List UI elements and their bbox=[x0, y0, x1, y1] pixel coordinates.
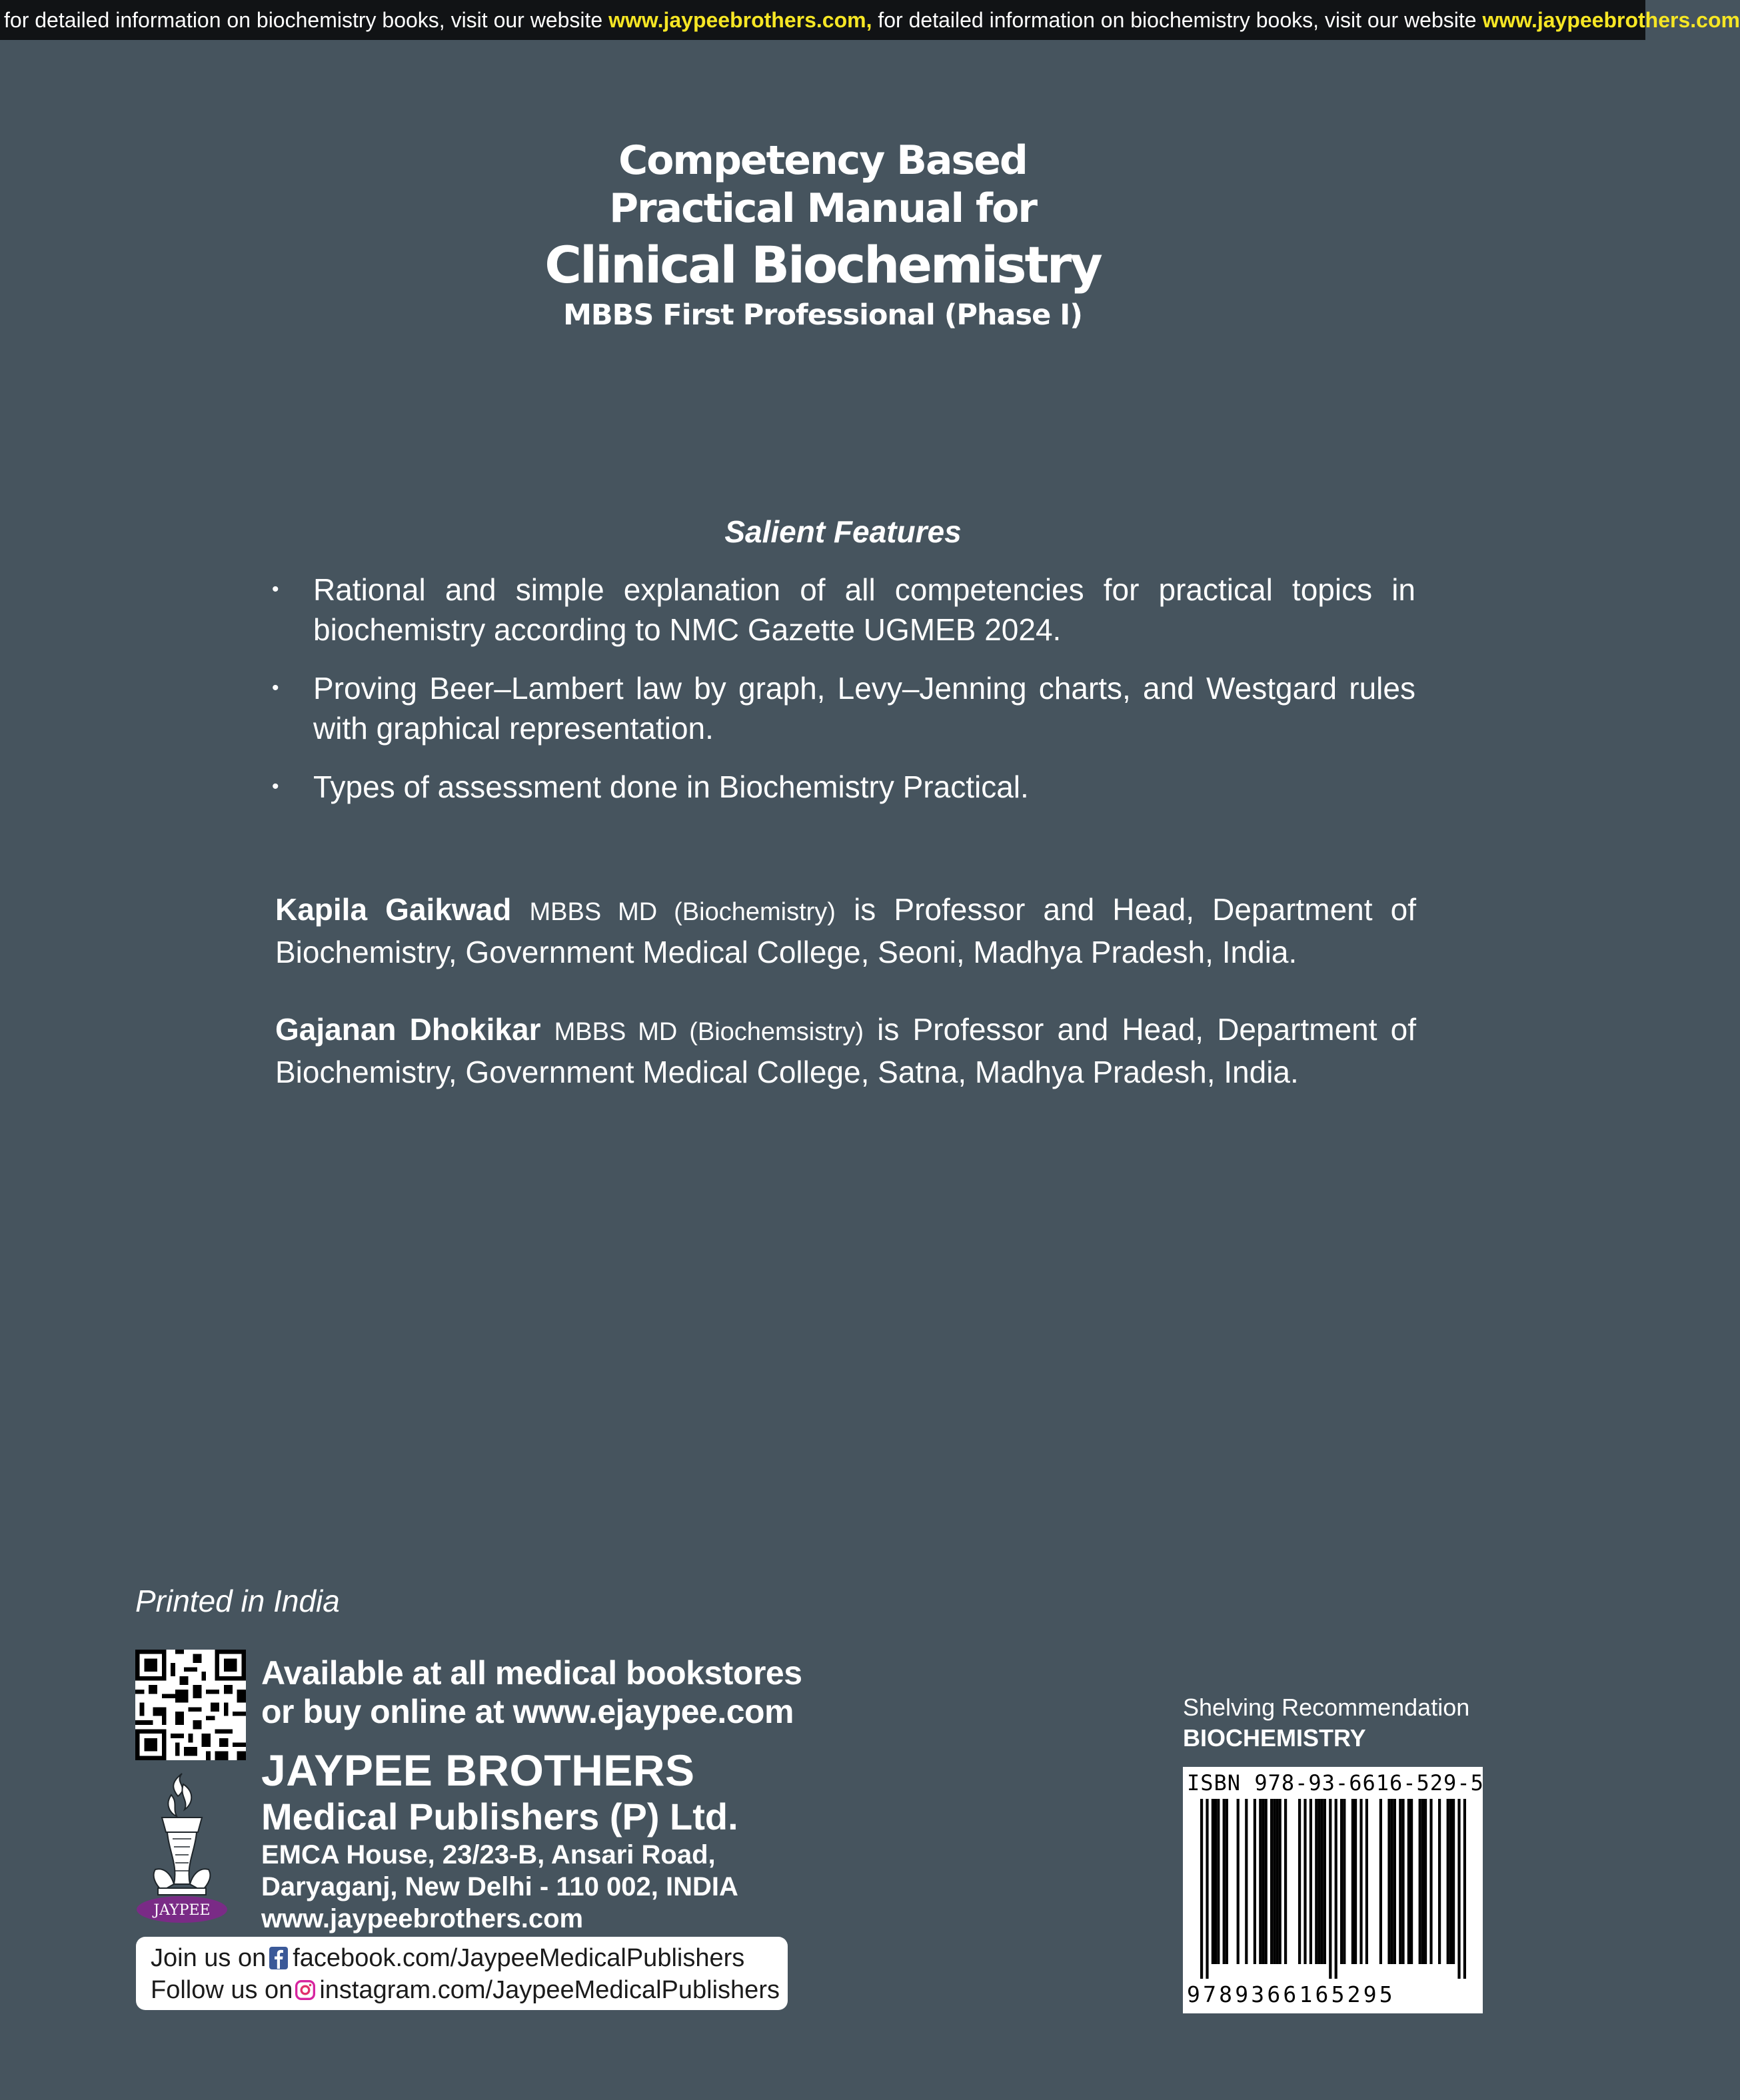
barcode-bar bbox=[1449, 1799, 1452, 1964]
ticker-website-2[interactable]: www.jaypeebrothers.com bbox=[1482, 8, 1740, 32]
author-description-1: is Professor and Head, Department of Biochemistry, Government Medical College, Seoni, Madhya Pradesh, India. bbox=[275, 892, 1417, 969]
publisher-website[interactable]: www.jaypeebrothers.com bbox=[261, 1904, 584, 1933]
author-degree-2: MBBS MD (Biochemsistry) bbox=[554, 1018, 864, 1046]
author-name-1: Kapila Gaikwad bbox=[275, 892, 512, 927]
feature-item bbox=[272, 570, 1415, 650]
author-bio-1 bbox=[275, 889, 1416, 972]
barcode-bar bbox=[1309, 1799, 1312, 1964]
barcode-bar bbox=[1379, 1799, 1382, 1964]
bullet-icon: • bbox=[272, 776, 279, 797]
barcode-bar bbox=[1304, 1799, 1306, 1964]
barcode-bar bbox=[1354, 1799, 1357, 1964]
qr-code-icon[interactable] bbox=[135, 1650, 246, 1760]
isbn-text: ISBN 978-93-6616-529-5 bbox=[1187, 1770, 1484, 1796]
barcode-bar bbox=[1387, 1799, 1390, 1964]
bullet-icon: • bbox=[272, 677, 279, 699]
feature-text: Rational and simple explanation of all competencies for practical topics in biochemistry according to NMC Gazette UGMEB 2024. bbox=[313, 572, 1415, 647]
barcode-bar bbox=[1340, 1799, 1343, 1964]
ticker-seg-2: for detailed information on biochemistry books, visit our website bbox=[872, 8, 1483, 32]
logo-label: JAYPEE bbox=[153, 1902, 211, 1919]
instagram-row bbox=[151, 1974, 788, 2006]
barcode-bar bbox=[1226, 1799, 1228, 1964]
barcode-bar bbox=[1393, 1799, 1396, 1964]
barcode-bar bbox=[1351, 1799, 1354, 1964]
barcode-bar bbox=[1438, 1799, 1441, 1964]
facebook-link[interactable]: facebook.com/JaypeeMedicalPublishers bbox=[293, 1944, 745, 1972]
barcode-bar bbox=[1214, 1799, 1217, 1964]
social-links-box bbox=[136, 1937, 788, 2010]
shelving-recommendation bbox=[1183, 1692, 1469, 1754]
barcode-bars bbox=[1183, 1798, 1483, 1979]
bullet-icon: • bbox=[272, 578, 279, 600]
barcode-bar bbox=[1452, 1799, 1455, 1964]
barcode-bar bbox=[1262, 1799, 1264, 1964]
barcode-bar bbox=[1315, 1799, 1317, 1964]
publisher-subname: Medical Publishers (P) Ltd. bbox=[261, 1796, 738, 1838]
ean-digits: 9789366165295 bbox=[1187, 1981, 1395, 2007]
ticker-website-1[interactable]: www.jaypeebrothers.com, bbox=[608, 8, 872, 32]
barcode-bar bbox=[1399, 1799, 1401, 1964]
facebook-row bbox=[151, 1942, 788, 1974]
barcode-bar bbox=[1265, 1799, 1268, 1964]
printed-in-india: Printed in India bbox=[135, 1584, 340, 1618]
availability-line-1: Available at all medical bookstores bbox=[261, 1654, 802, 1692]
barcode-bar bbox=[1323, 1799, 1326, 1964]
ticker-seg-1: for detailed information on biochemistry books, visit our website bbox=[4, 8, 609, 32]
jaypee-logo-icon bbox=[135, 1770, 229, 1924]
barcode-bar bbox=[1365, 1799, 1368, 1964]
availability-line-2[interactable]: or buy online at www.ejaypee.com bbox=[261, 1693, 794, 1730]
feature-item bbox=[272, 668, 1415, 748]
barcode-bar bbox=[1298, 1799, 1301, 1964]
barcode-bar bbox=[1424, 1799, 1427, 1964]
publisher-block bbox=[261, 1746, 738, 1935]
barcode-bar bbox=[1284, 1799, 1287, 1964]
instagram-prefix: Follow us on bbox=[151, 1976, 293, 2004]
title-line-2: Practical Manual for bbox=[609, 185, 1036, 232]
barcode-bar bbox=[1259, 1799, 1262, 1964]
barcode-bar bbox=[1329, 1799, 1331, 1979]
publisher-address-2: Daryaganj, New Delhi - 110 002, INDIA bbox=[261, 1872, 738, 1901]
barcode-bar bbox=[1421, 1799, 1424, 1964]
barcode-bar bbox=[1463, 1799, 1466, 1979]
shelving-category: BIOCHEMISTRY bbox=[1183, 1724, 1366, 1752]
barcode-bar bbox=[1279, 1799, 1282, 1964]
barcode-bar bbox=[1217, 1799, 1220, 1964]
facebook-prefix: Join us on bbox=[151, 1944, 267, 1972]
title-line-1: Competency Based bbox=[618, 137, 1027, 184]
barcode-bar bbox=[1410, 1799, 1413, 1964]
barcode-bar bbox=[1359, 1799, 1362, 1964]
isbn-barcode bbox=[1183, 1767, 1483, 2013]
barcode-bar bbox=[1391, 1799, 1393, 1964]
barcode-bar bbox=[1447, 1799, 1449, 1964]
author-name-2: Gajanan Dhokikar bbox=[275, 1012, 541, 1047]
barcode-bar bbox=[1270, 1799, 1273, 1964]
barcode-bar bbox=[1237, 1799, 1240, 1964]
book-title: Clinical Biochemistry bbox=[544, 235, 1101, 294]
website-ticker bbox=[0, 0, 1740, 40]
barcode-bar bbox=[1212, 1799, 1214, 1964]
publisher-name: JAYPEE BROTHERS bbox=[261, 1746, 695, 1795]
ticker-text bbox=[4, 0, 1740, 40]
publisher-address-1: EMCA House, 23/23-B, Ansari Road, bbox=[261, 1840, 716, 1869]
barcode-bar bbox=[1254, 1799, 1256, 1964]
barcode-bar bbox=[1273, 1799, 1276, 1964]
salient-features-heading: Salient Features bbox=[724, 514, 962, 549]
barcode-bar bbox=[1223, 1799, 1226, 1964]
shelving-label: Shelving Recommendation bbox=[1183, 1694, 1470, 1721]
instagram-icon[interactable] bbox=[295, 1978, 315, 2002]
facebook-icon[interactable] bbox=[269, 1946, 289, 1970]
barcode-bar bbox=[1419, 1799, 1421, 1964]
feature-text: Proving Beer–Lambert law by graph, Levy–Jenning charts, and Westgard rules with graphical representation. bbox=[313, 671, 1415, 746]
barcode-bar bbox=[1401, 1799, 1404, 1964]
barcode-bar bbox=[1317, 1799, 1320, 1964]
barcode-bar bbox=[1343, 1799, 1345, 1964]
author-bio-2 bbox=[275, 1009, 1416, 1092]
book-subtitle: MBBS First Professional (Phase I) bbox=[563, 298, 1082, 332]
barcode-bar bbox=[1206, 1799, 1208, 1979]
barcode-bar bbox=[1429, 1799, 1432, 1964]
barcode-bar bbox=[1200, 1799, 1203, 1979]
feature-text: Types of assessment done in Biochemistry Practical. bbox=[313, 770, 1029, 804]
barcode-bar bbox=[1457, 1799, 1460, 1979]
instagram-link[interactable]: instagram.com/JaypeeMedicalPublishers bbox=[319, 1976, 780, 2004]
availability-text bbox=[261, 1654, 802, 1731]
book-title-block bbox=[0, 137, 1645, 334]
barcode-bar bbox=[1407, 1799, 1410, 1964]
salient-features-list bbox=[272, 570, 1415, 825]
author-description-2: is Professor and Head, Department of Biochemistry, Government Medical College, Satna, Madhya Pradesh, India. bbox=[275, 1012, 1417, 1089]
author-degree-1: MBBS MD (Biochemistry) bbox=[529, 898, 836, 926]
barcode-bar bbox=[1321, 1799, 1323, 1964]
barcode-bar bbox=[1276, 1799, 1278, 1964]
barcode-bar bbox=[1335, 1799, 1337, 1979]
feature-item bbox=[272, 767, 1415, 807]
barcode-bar bbox=[1245, 1799, 1248, 1964]
